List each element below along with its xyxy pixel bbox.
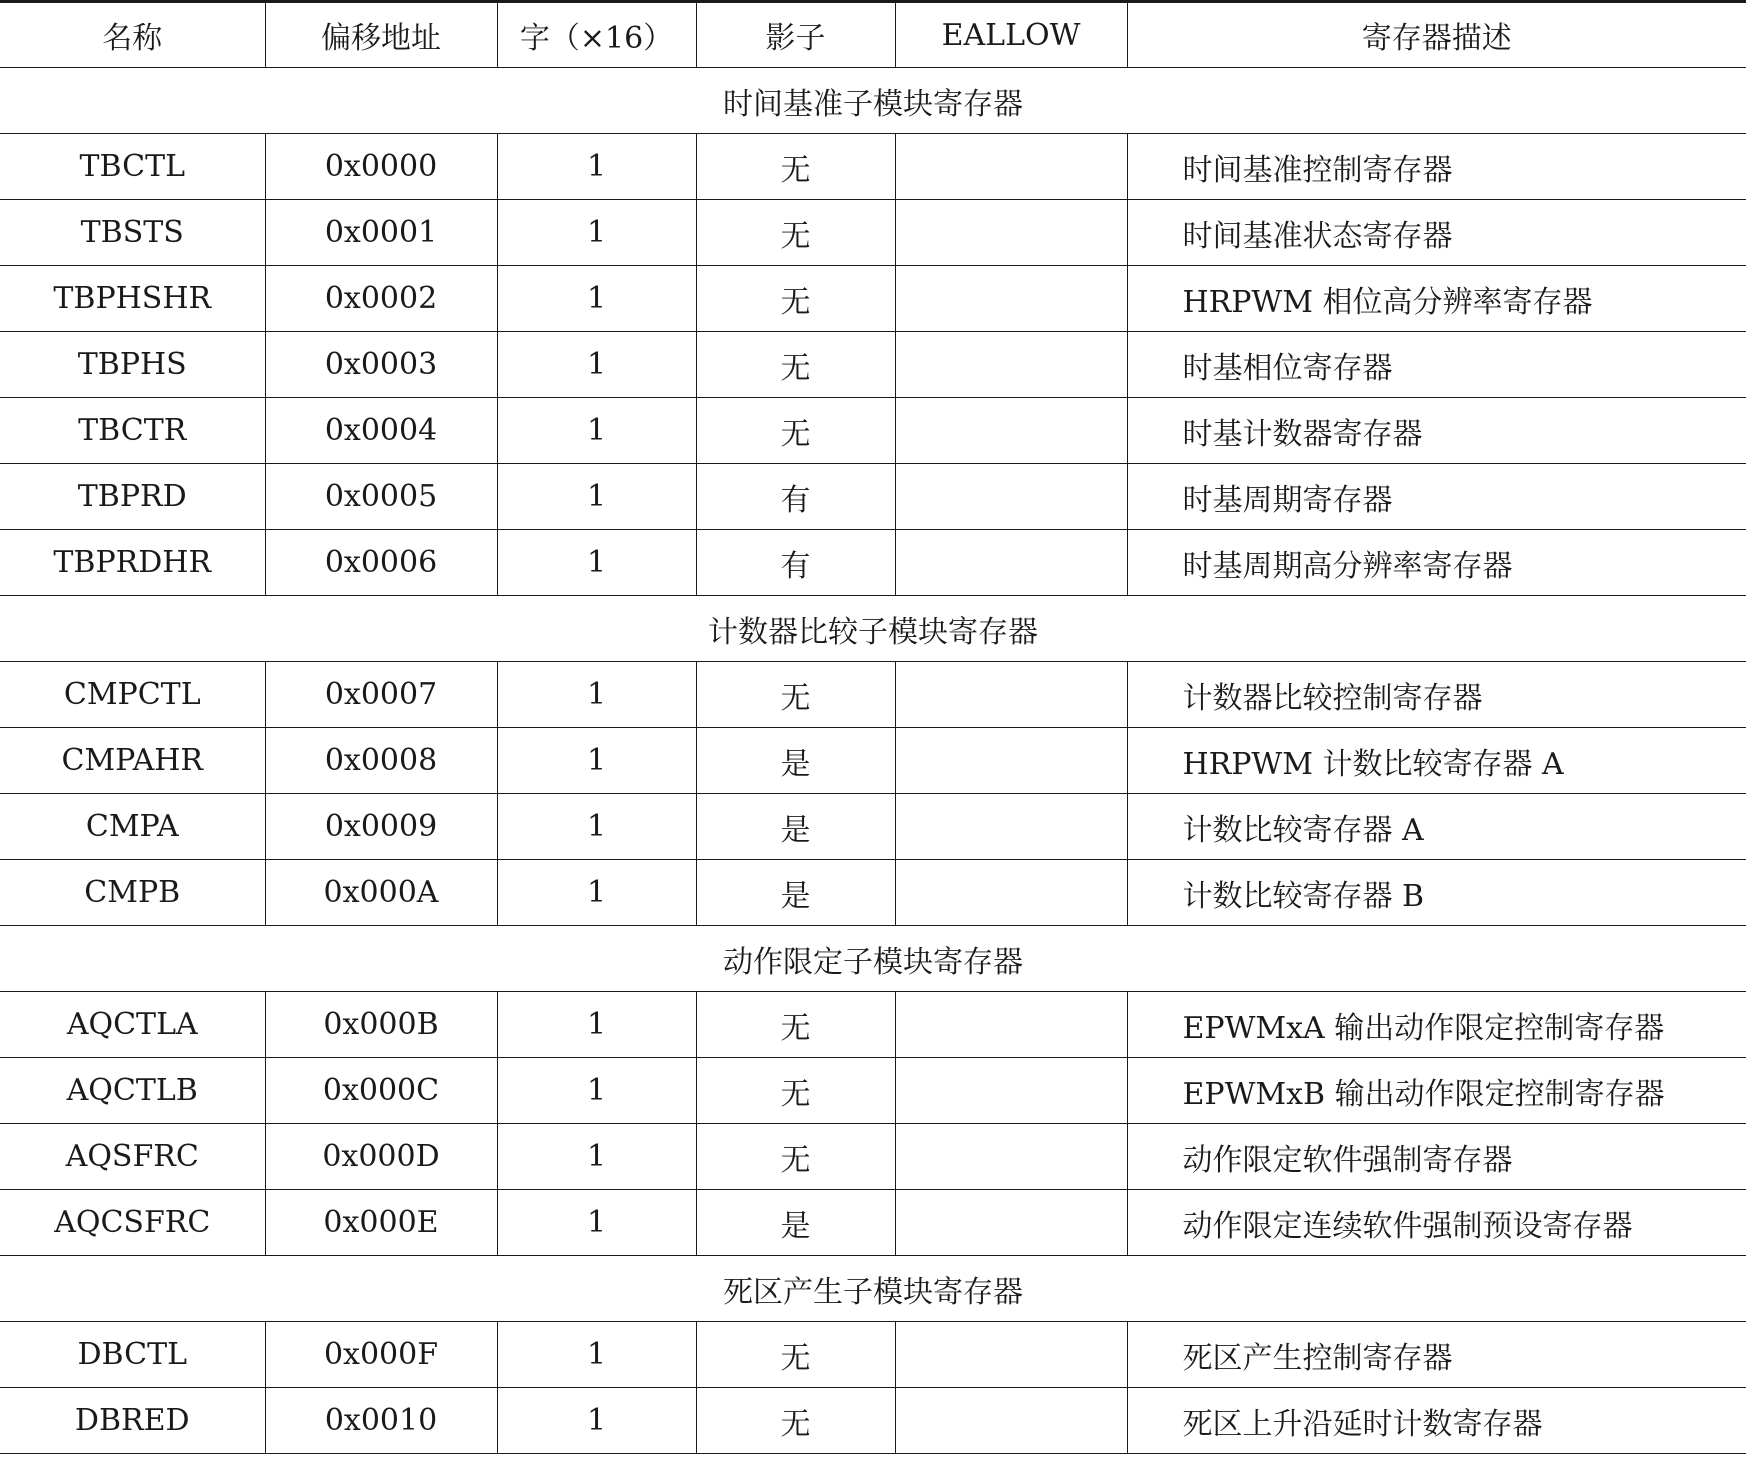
cell-offset: 0x000C	[265, 1058, 497, 1124]
cell-eallow	[895, 1388, 1127, 1454]
cell-description: EPWMxA 输出动作限定控制寄存器	[1127, 992, 1746, 1058]
cell-shadow: 无	[696, 200, 895, 266]
cell-eallow	[895, 1124, 1127, 1190]
section-row	[0, 1256, 1746, 1322]
cell-name: CMPA	[0, 794, 265, 860]
cell-description: 计数比较寄存器 A	[1127, 794, 1746, 860]
cell-name: AQCSFRC	[0, 1190, 265, 1256]
table-header	[0, 2, 1746, 68]
cell-description: 动作限定软件强制寄存器	[1127, 1124, 1746, 1190]
cell-eallow	[895, 398, 1127, 464]
table-body	[0, 68, 1746, 1454]
cell-shadow: 是	[696, 860, 895, 926]
cell-offset: 0x0000	[265, 134, 497, 200]
cell-eallow	[895, 860, 1127, 926]
cell-offset: 0x0009	[265, 794, 497, 860]
cell-words: 1	[497, 1190, 696, 1256]
cell-eallow	[895, 794, 1127, 860]
cell-shadow: 无	[696, 1124, 895, 1190]
cell-words: 1	[497, 266, 696, 332]
cell-name: TBCTL	[0, 134, 265, 200]
header-row	[0, 2, 1746, 68]
cell-offset: 0x0002	[265, 266, 497, 332]
header-name: 名称	[0, 2, 265, 68]
cell-shadow: 无	[696, 134, 895, 200]
table-row	[0, 398, 1746, 464]
section-row	[0, 926, 1746, 992]
cell-name: DBCTL	[0, 1322, 265, 1388]
cell-offset: 0x0006	[265, 530, 497, 596]
cell-description: 时基周期高分辨率寄存器	[1127, 530, 1746, 596]
table-row	[0, 266, 1746, 332]
cell-description: 时间基准控制寄存器	[1127, 134, 1746, 200]
table-row	[0, 200, 1746, 266]
cell-words: 1	[497, 1388, 696, 1454]
cell-offset: 0x0004	[265, 398, 497, 464]
header-eallow: EALLOW	[895, 2, 1127, 68]
cell-shadow: 无	[696, 1388, 895, 1454]
cell-shadow: 是	[696, 1190, 895, 1256]
cell-words: 1	[497, 662, 696, 728]
table-row	[0, 1322, 1746, 1388]
cell-shadow: 无	[696, 1322, 895, 1388]
cell-eallow	[895, 266, 1127, 332]
section-row	[0, 596, 1746, 662]
cell-description: HRPWM 相位高分辨率寄存器	[1127, 266, 1746, 332]
table-row	[0, 1124, 1746, 1190]
cell-words: 1	[497, 728, 696, 794]
cell-words: 1	[497, 398, 696, 464]
header-description: 寄存器描述	[1127, 2, 1746, 68]
cell-description: 时基相位寄存器	[1127, 332, 1746, 398]
table-row	[0, 1388, 1746, 1454]
cell-name: CMPAHR	[0, 728, 265, 794]
table-row	[0, 530, 1746, 596]
cell-shadow: 无	[696, 1058, 895, 1124]
cell-name: AQSFRC	[0, 1124, 265, 1190]
cell-eallow	[895, 728, 1127, 794]
cell-name: AQCTLB	[0, 1058, 265, 1124]
cell-name: TBPHS	[0, 332, 265, 398]
section-row	[0, 68, 1746, 134]
cell-name: CMPCTL	[0, 662, 265, 728]
cell-name: TBCTR	[0, 398, 265, 464]
cell-description: 时间基准状态寄存器	[1127, 200, 1746, 266]
cell-words: 1	[497, 134, 696, 200]
cell-description: 动作限定连续软件强制预设寄存器	[1127, 1190, 1746, 1256]
cell-shadow: 无	[696, 992, 895, 1058]
cell-words: 1	[497, 1322, 696, 1388]
cell-words: 1	[497, 200, 696, 266]
table-row	[0, 1058, 1746, 1124]
cell-shadow: 是	[696, 794, 895, 860]
cell-words: 1	[497, 530, 696, 596]
cell-offset: 0x0008	[265, 728, 497, 794]
cell-description: HRPWM 计数比较寄存器 A	[1127, 728, 1746, 794]
cell-description: 时基计数器寄存器	[1127, 398, 1746, 464]
cell-offset: 0x0007	[265, 662, 497, 728]
cell-eallow	[895, 662, 1127, 728]
table-row	[0, 332, 1746, 398]
cell-words: 1	[497, 1124, 696, 1190]
cell-shadow: 无	[696, 332, 895, 398]
cell-shadow: 无	[696, 398, 895, 464]
section-title: 死区产生子模块寄存器	[0, 1256, 1746, 1322]
cell-offset: 0x0010	[265, 1388, 497, 1454]
cell-words: 1	[497, 332, 696, 398]
cell-words: 1	[497, 860, 696, 926]
cell-description: 时基周期寄存器	[1127, 464, 1746, 530]
cell-offset: 0x000F	[265, 1322, 497, 1388]
cell-description: 计数比较寄存器 B	[1127, 860, 1746, 926]
table-row	[0, 134, 1746, 200]
cell-shadow: 有	[696, 464, 895, 530]
table-row	[0, 860, 1746, 926]
cell-offset: 0x0005	[265, 464, 497, 530]
cell-description: 计数器比较控制寄存器	[1127, 662, 1746, 728]
cell-words: 1	[497, 794, 696, 860]
section-title: 计数器比较子模块寄存器	[0, 596, 1746, 662]
section-title: 动作限定子模块寄存器	[0, 926, 1746, 992]
cell-eallow	[895, 530, 1127, 596]
table-row	[0, 992, 1746, 1058]
cell-name: TBPRDHR	[0, 530, 265, 596]
cell-eallow	[895, 992, 1127, 1058]
cell-eallow	[895, 1058, 1127, 1124]
cell-shadow: 有	[696, 530, 895, 596]
header-words: 字（×16）	[497, 2, 696, 68]
cell-words: 1	[497, 992, 696, 1058]
table-row	[0, 1190, 1746, 1256]
cell-shadow: 无	[696, 266, 895, 332]
cell-eallow	[895, 464, 1127, 530]
cell-offset: 0x000B	[265, 992, 497, 1058]
cell-eallow	[895, 332, 1127, 398]
table-row	[0, 728, 1746, 794]
section-title: 时间基准子模块寄存器	[0, 68, 1746, 134]
cell-name: CMPB	[0, 860, 265, 926]
cell-words: 1	[497, 464, 696, 530]
cell-offset: 0x000E	[265, 1190, 497, 1256]
header-shadow: 影子	[696, 2, 895, 68]
cell-offset: 0x0001	[265, 200, 497, 266]
cell-description: 死区产生控制寄存器	[1127, 1322, 1746, 1388]
cell-eallow	[895, 1190, 1127, 1256]
cell-offset: 0x000A	[265, 860, 497, 926]
table-row	[0, 794, 1746, 860]
cell-eallow	[895, 200, 1127, 266]
cell-eallow	[895, 1322, 1127, 1388]
cell-name: TBSTS	[0, 200, 265, 266]
cell-name: TBPRD	[0, 464, 265, 530]
cell-eallow	[895, 134, 1127, 200]
cell-name: DBRED	[0, 1388, 265, 1454]
table-row	[0, 662, 1746, 728]
cell-offset: 0x000D	[265, 1124, 497, 1190]
cell-name: TBPHSHR	[0, 266, 265, 332]
table-row	[0, 464, 1746, 530]
cell-words: 1	[497, 1058, 696, 1124]
cell-description: 死区上升沿延时计数寄存器	[1127, 1388, 1746, 1454]
cell-name: AQCTLA	[0, 992, 265, 1058]
cell-shadow: 是	[696, 728, 895, 794]
header-offset: 偏移地址	[265, 2, 497, 68]
cell-description: EPWMxB 输出动作限定控制寄存器	[1127, 1058, 1746, 1124]
cell-offset: 0x0003	[265, 332, 497, 398]
cell-shadow: 无	[696, 662, 895, 728]
